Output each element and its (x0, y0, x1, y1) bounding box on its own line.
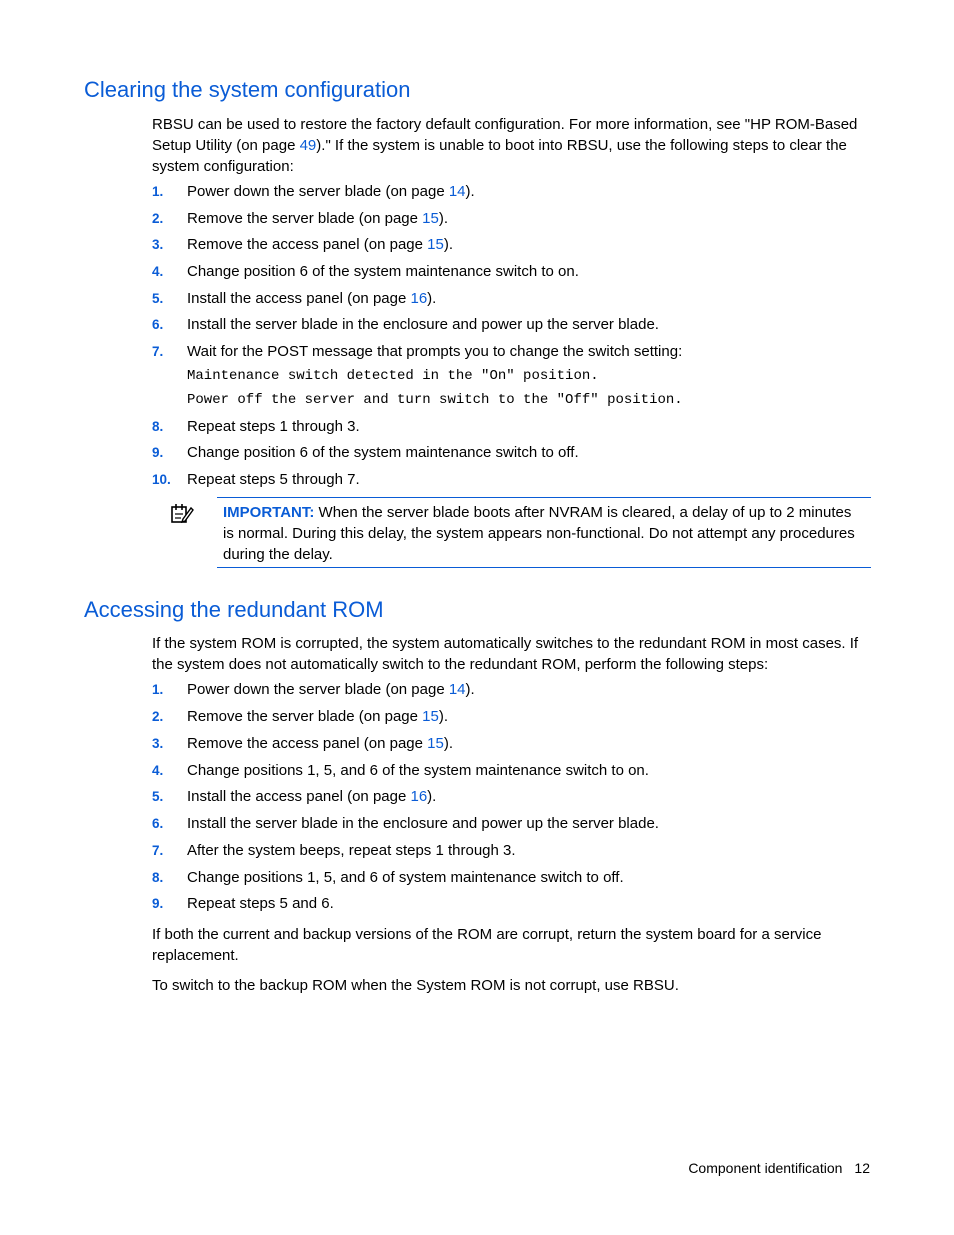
closing-paragraph: To switch to the backup ROM when the System ROM is not corrupt, use RBSU. (152, 977, 679, 994)
list-item: 3. Remove the access panel (on page 15). (152, 234, 868, 256)
step-number: 9. (152, 896, 164, 911)
page-footer (600, 1158, 870, 1178)
step-number: 4. (152, 264, 164, 279)
list-item: 8. Repeat steps 1 through 3. (152, 416, 868, 438)
page-link[interactable]: 16 (410, 290, 428, 307)
step-number: 3. (152, 736, 164, 751)
note-text: When the server blade boots after NVRAM is cleared, a delay of up to 2 minutes is normal. During this delay, the system appears non-functional. Do not attempt any procedures during the delay. (223, 504, 855, 563)
list-item: 1. Power down the server blade (on page 14). (152, 181, 868, 203)
step-number: 2. (152, 709, 164, 724)
step-number: 6. (152, 816, 164, 831)
section2-intro: If the system ROM is corrupted, the system automatically switches to the redundant ROM in most cases. If the system does not automatically switch to the redundant ROM, perform the following steps: (152, 635, 859, 673)
important-note-icon (170, 502, 194, 524)
closing-paragraph: If both the current and backup versions of the ROM are corrupt, return the system board for a service replacement. (152, 926, 822, 964)
step-number: 3. (152, 237, 164, 252)
list-item: 5. Install the access panel (on page 16). (152, 288, 868, 310)
page-link[interactable]: 49 (299, 137, 317, 154)
step-number: 7. (152, 344, 164, 359)
footer-section-title: Component identification (688, 1160, 843, 1176)
important-note (217, 497, 871, 568)
list-item: 6. Install the server blade in the enclosure and power up the server blade. (152, 813, 868, 835)
list-item: 9. Repeat steps 5 and 6. (152, 893, 868, 915)
list-item: 6. Install the server blade in the enclosure and power up the server blade. (152, 314, 868, 336)
code-line: Power off the server and turn switch to the "Off" position. (187, 392, 683, 408)
page-number: 12 (854, 1160, 870, 1176)
list-item: 2. Remove the server blade (on page 15). (152, 208, 868, 230)
step-number: 9. (152, 445, 164, 460)
step-number: 10. (152, 472, 171, 487)
step-number: 7. (152, 843, 164, 858)
page-link[interactable]: 15 (427, 735, 444, 752)
list-item: 9. Change position 6 of the system maintenance switch to off. (152, 442, 868, 464)
note-label: IMPORTANT: (223, 504, 315, 521)
step-number: 1. (152, 184, 164, 199)
page-link[interactable]: 15 (422, 708, 439, 725)
list-item: 4. Change positions 1, 5, and 6 of the system maintenance switch to on. (152, 760, 868, 782)
list-item: 4. Change position 6 of the system maintenance switch to on. (152, 261, 868, 283)
page-link[interactable]: 14 (448, 183, 466, 200)
step-number: 8. (152, 419, 164, 434)
list-item: 7. Wait for the POST message that prompts you to change the switch setting: (152, 341, 868, 363)
page-link[interactable]: 16 (410, 788, 428, 805)
page-link[interactable]: 15 (427, 236, 444, 253)
step-number: 1. (152, 682, 164, 697)
step-number: 6. (152, 317, 164, 332)
code-line: Maintenance switch detected in the "On" position. (187, 368, 599, 384)
list-item: 10. Repeat steps 5 through 7. (152, 469, 868, 491)
step-number: 5. (152, 789, 164, 804)
list-item: 5. Install the access panel (on page 16). (152, 786, 868, 808)
page-link[interactable]: 15 (422, 210, 439, 227)
page-link[interactable]: 14 (448, 681, 466, 698)
step-number: 5. (152, 291, 164, 306)
list-item: 1. Power down the server blade (on page 14). (152, 679, 868, 701)
step-number: 2. (152, 211, 164, 226)
list-item: 2. Remove the server blade (on page 15). (152, 706, 868, 728)
list-item: 7. After the system beeps, repeat steps 1 through 3. (152, 840, 868, 862)
section1-intro: RBSU can be used to restore the factory default configuration. For more information, see "HP ROM-Based Setup Utility (on page 49)." If the system is unable to boot into RBSU, use the following steps to clear the system configuration: (152, 116, 858, 175)
step-number: 4. (152, 763, 164, 778)
step-number: 8. (152, 870, 164, 885)
list-item: 3. Remove the access panel (on page 15). (152, 733, 868, 755)
section-heading-redundant-rom: Accessing the redundant ROM (84, 597, 384, 622)
section-heading-clearing-config: Clearing the system configuration (84, 77, 411, 102)
list-item: 8. Change positions 1, 5, and 6 of system maintenance switch to off. (152, 867, 868, 889)
